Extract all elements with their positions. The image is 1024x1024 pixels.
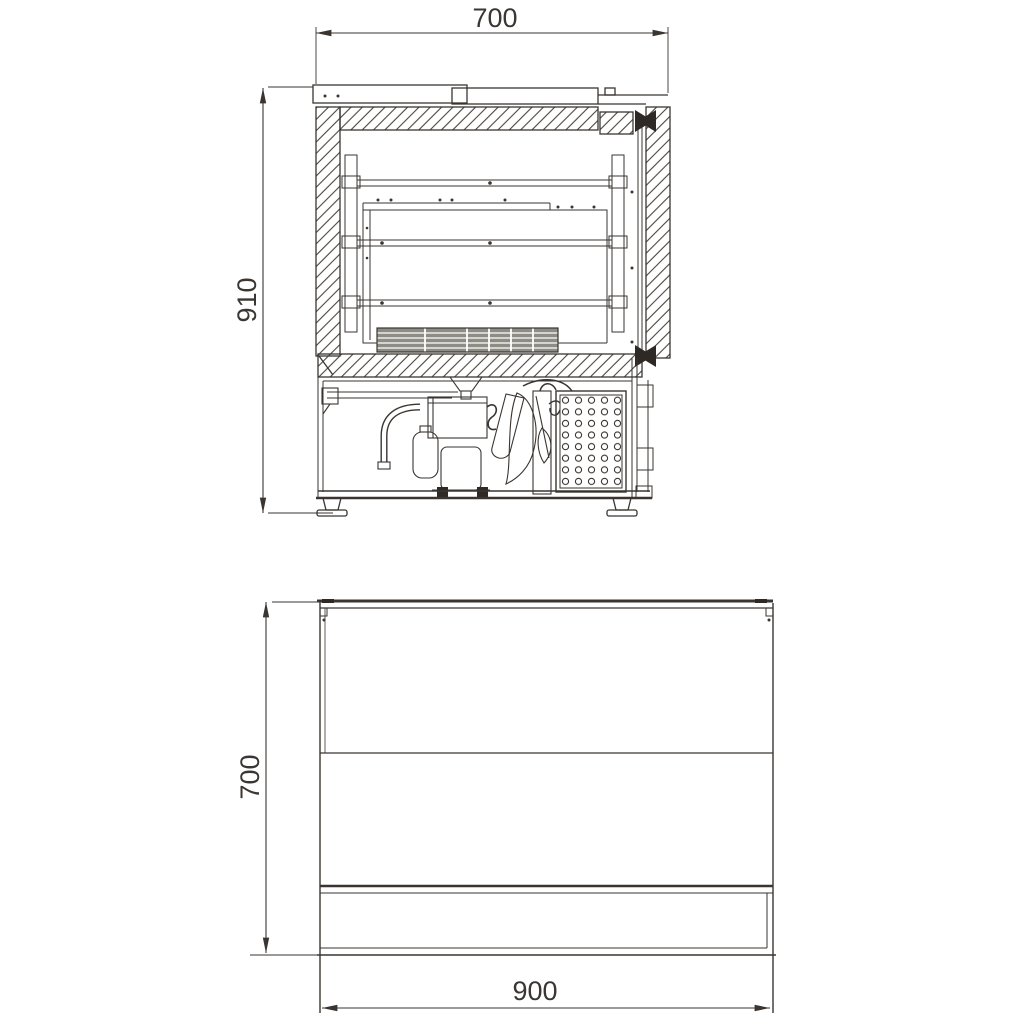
door-insulation	[646, 107, 670, 358]
dim-label-plan-depth: 700	[235, 754, 265, 800]
worktop	[313, 85, 668, 104]
tilted-cylinder	[492, 394, 524, 458]
evaporator-fins	[377, 328, 558, 352]
shelf-rails	[342, 155, 627, 332]
drier-filter	[413, 432, 438, 478]
left-wall-insulation	[316, 107, 340, 356]
plan-view	[250, 599, 776, 1013]
dim-label-plan-width: 900	[512, 976, 558, 1006]
fan-shroud	[506, 393, 536, 484]
shelves	[357, 180, 612, 306]
compressor-unit	[413, 380, 572, 497]
ceiling-insulation-panel	[340, 107, 598, 130]
plan-outline	[317, 599, 773, 1013]
floor-insulation	[318, 354, 642, 377]
door-frame	[631, 116, 643, 352]
extension-lines-width	[316, 27, 668, 93]
inner-liner-box	[363, 199, 607, 344]
side-section-view	[263, 27, 670, 516]
condenser	[556, 391, 626, 492]
dim-label-side-width: 700	[472, 3, 518, 33]
dimension-lines-plan-view	[250, 602, 770, 1008]
ceiling-step-panel	[600, 112, 633, 134]
plan-interior-lines	[317, 753, 776, 955]
dim-label-side-height: 910	[232, 277, 262, 323]
drain-pipework	[322, 377, 482, 469]
